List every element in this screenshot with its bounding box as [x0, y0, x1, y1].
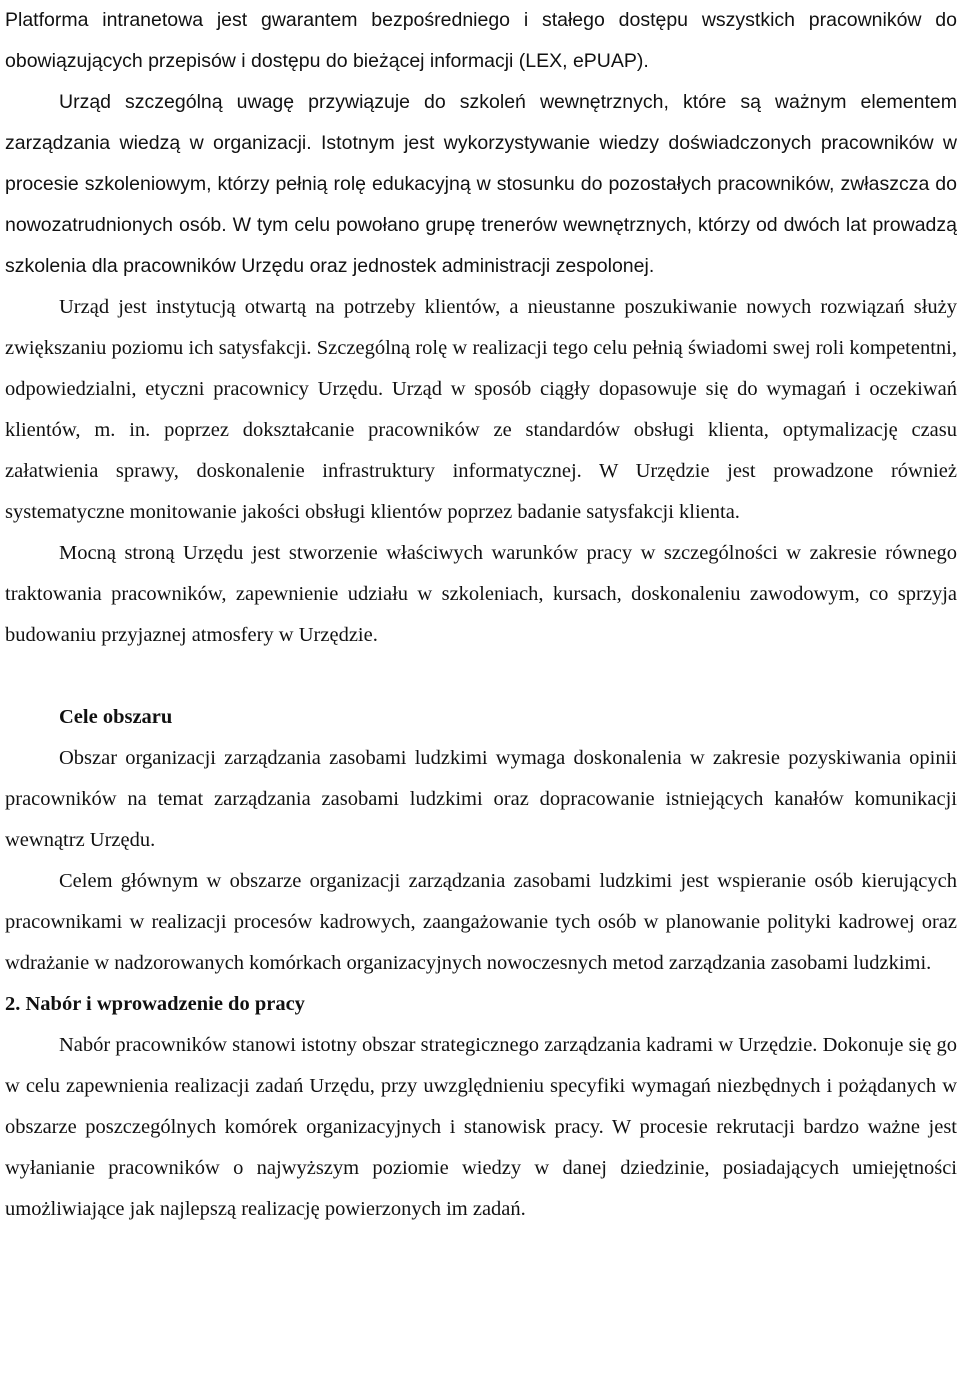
section-goals-heading: Cele obszaru [59, 706, 173, 728]
paragraph-strengths: Mocną stroną Urzędu jest stworzenie właściwych warunków pracy w szczególności w zakresie równego traktowania pracowników, zapewnienie udziału w szkoleniach, kursach, doskonaleniu zawodowym, co sprzyja budowaniu przyjaznej atmosfery w Urzędzie. [5, 542, 957, 646]
paragraph-recruitment: Nabór pracowników stanowi istotny obszar strategicznego zarządzania kadrami w Urzędzie. Dokonuje się go w celu zapewnienia realizacji zadań Urzędu, przy uwzględnieniu specyfiki wymagań niezbędnych i pożądanych w obszarze poszczególnych komórek organizacyjnych i stanowisk pracy. W procesie rekrutacji bardzo ważne jest wyłanianie pracowników o najwyższym poziomie wiedzy w danej dziedzinie, posiadających umiejętności umożliwiające jak najlepszą realizację powierzonych im zadań. [5, 1034, 957, 1220]
paragraph-intranet: Platforma intranetowa jest gwarantem bezpośredniego i stałego dostępu wszystkich pracowników do obowiązujących przepisów i dostępu do bieżącej informacji (LEX, ePUAP). [5, 9, 957, 72]
paragraph-internal-training: Urząd szczególną uwagę przywiązuje do szkoleń wewnętrznych, które są ważnym elementem zarządzania wiedzą w organizacji. Istotnym jest wykorzystywanie wiedzy doświadczonych pracowników w procesie szkoleniowym, którzy pełnią rolę edukacyjną w stosunku do pozostałych pracowników, zwłaszcza do nowozatrudnionych osób. W tym celu powołano grupę trenerów wewnętrznych, którzy od dwóch lat prowadzą szkolenia dla pracowników Urzędu oraz jednostek administracji zespolonej. [5, 91, 957, 277]
section-2-heading: 2. Nabór i wprowadzenie do pracy [5, 993, 305, 1015]
paragraph-goals-2: Celem głównym w obszarze organizacji zarządzania zasobami ludzkimi jest wspieranie osób kierujących pracownikami w realizacji procesów kadrowych, zaangażowanie tych osób w planowanie polityki kadrowej oraz wdrażanie w nadzorowanych komórkach organizacyjnych nowoczesnych metod zarządzania zasobami ludzkimi. [5, 870, 957, 974]
paragraph-goals-1: Obszar organizacji zarządzania zasobami ludzkimi wymaga doskonalenia w zakresie pozyskiwania opinii pracowników na temat zarządzania zasobami ludzkimi oraz dopracowanie istniejących kanałów komunikacji wewnątrz Urzędu. [5, 747, 957, 851]
paragraph-client-service: Urząd jest instytucją otwartą na potrzeby klientów, a nieustanne poszukiwanie nowych rozwiązań służy zwiększaniu poziomu ich satysfakcji. Szczególną rolę w realizacji tego celu pełnią świadomi swej roli kompetentni, odpowiedzialni, etyczni pracownicy Urzędu. Urząd w sposób ciągły dopasowuje się do wymagań i oczekiwań klientów, m. in. poprzez dokształcanie pracowników ze standardów obsługi klienta, optymalizację czasu załatwienia sprawy, doskonalenie infrastruktury informatycznej. W Urzędzie jest prowadzone również systematyczne monitowanie jakości obsługi klientów poprzez badanie satysfakcji klienta. [5, 296, 957, 523]
section-spacer [5, 656, 957, 697]
document-page [5, 0, 957, 1230]
